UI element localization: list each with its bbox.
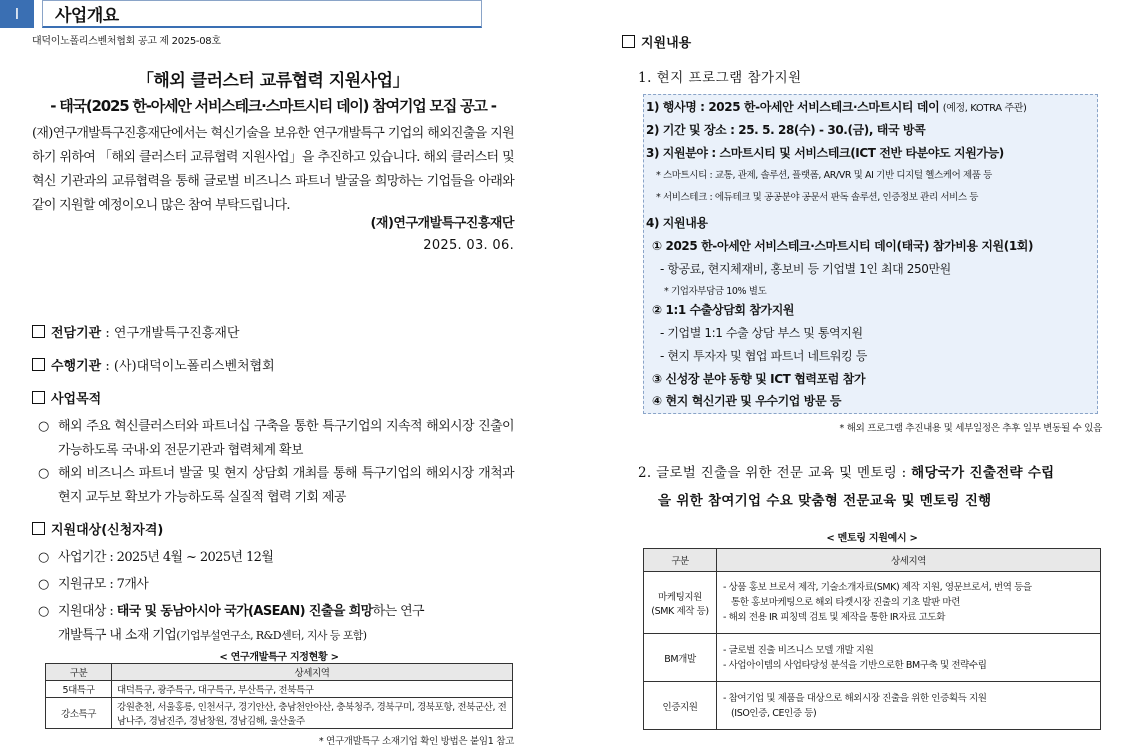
table-header-cell: 구분 <box>644 549 717 572</box>
circle-bullet-icon: ○ <box>38 419 49 434</box>
page-subtitle: - 태국(2025 한-아세안 서비스테크·스마트시티 데이) 참여기업 모집 공고 - <box>50 97 496 115</box>
program-info-box <box>643 94 1098 414</box>
circle-bullet-icon: ○ <box>38 577 49 592</box>
support-sub-2-detail: - 현지 투자자 및 협업 파트너 네트워킹 등 <box>660 349 867 363</box>
table-cell: 강원춘천, 서울홍릉, 인천서구, 경기안산, 충남천안아산, 충북청주, 경북구미, 경북포항, 전북군산, 전남나주, 경남진주, 경남창원, 경남김해, 울산울주 <box>112 698 513 729</box>
servicetech-note: * 서비스테크 : 에듀테크 및 공공분야 공문서 판독 솔루션, 인증정보 관리 서비스 등 <box>656 192 979 203</box>
table-row <box>644 682 1101 730</box>
checkbox-square-icon <box>32 522 45 535</box>
support-field-line: 3) 지원분야 : 스마트시티 및 서비스테크(ICT 전반 타분야도 지원가능) <box>646 146 1004 160</box>
mentor-table-caption: < 멘토링 지원예시 > <box>826 533 918 544</box>
checkbox-square-icon <box>32 358 45 371</box>
table-cell: 마케팅지원 (SMK 제작 등) <box>644 572 717 634</box>
notice-date: 2025. 03. 06. <box>423 238 514 253</box>
purpose-bullet: ○ 해외 비즈니스 파트너 발굴 및 현지 상담회 개최를 통해 특구기업의 해외시장 개척과 현지 교두보 확보가 가능하도록 실질적 협력 기회 제공 <box>38 462 514 510</box>
support-sub-1: ① 2025 한-아세안 서비스테크·스마트시티 데이(태국) 참가비용 지원(1회) <box>652 239 1034 253</box>
table-row <box>644 634 1101 682</box>
support-sub-1-note: * 기업자부담금 10% 별도 <box>664 286 767 297</box>
support-heading: 지원내용 <box>622 32 691 51</box>
table-row <box>644 572 1101 634</box>
checkbox-square-icon <box>32 325 45 338</box>
zone-table-caption: < 연구개발특구 지정현황 > <box>219 652 339 663</box>
support-content-line: 4) 지원내용 <box>646 216 708 230</box>
checkbox-square-icon <box>622 35 635 48</box>
table-cell: - 참여기업 및 제품을 대상으로 해외시장 진출을 위한 인증획득 지원 (ISO인증, CE인증 등) <box>717 682 1101 730</box>
table-header-row <box>644 549 1101 572</box>
zone-table <box>45 663 513 729</box>
table-header-cell: 구분 <box>46 664 112 681</box>
section-number: Ⅰ <box>0 0 34 28</box>
event-name-line: 1) 행사명 : 2025 한-아세안 서비스테크·스마트시티 데이 (예정, KOTRA 주관) <box>646 100 1027 114</box>
table-cell: 대덕특구, 광주특구, 대구특구, 부산특구, 전북특구 <box>112 681 513 698</box>
checkbox-square-icon <box>32 391 45 404</box>
support-sub-3: ③ 신성장 분야 동향 및 ICT 협력포럼 참가 <box>652 372 866 386</box>
executor-row: 수행기관 : (사)대덕이노폴리스벤처협회 <box>32 355 275 374</box>
eligibility-row: ○ 지원대상 : 태국 및 동남아시아 국가(ASEAN) 진출을 희망하는 연구 개발특구 내 소재 기업(기업부설연구소, R&D센터, 지사 등 포함) <box>38 600 514 648</box>
support-sub-2: ② 1:1 수출상담회 참가지원 <box>652 303 795 317</box>
table-cell: - 글로벌 진출 비즈니스 모델 개발 지원 - 사업아이템의 사업타당성 분석을 기반으로한 BM구축 및 전략수립 <box>717 634 1101 682</box>
purpose-bullet: ○ 해외 주요 혁신클러스터와 파트너십 구축을 통한 특구기업의 지속적 해외시장 진출이 가능하도록 국내·외 전문기관과 협력체계 확보 <box>38 415 514 463</box>
table-header-row <box>46 664 513 681</box>
agency-row: 전담기관 : 연구개발특구진흥재단 <box>32 322 239 341</box>
section-title: 사업개요 <box>42 0 482 28</box>
purpose-heading: 사업목적 <box>32 388 101 407</box>
table-cell: BM개발 <box>644 634 717 682</box>
table-cell: 강소특구 <box>46 698 112 729</box>
target-heading: 지원대상(신청자격) <box>32 519 163 538</box>
table-row <box>46 681 513 698</box>
table-header-cell: 상세지역 <box>112 664 513 681</box>
period-row: ○ 사업기간 : 2025년 4월 ~ 2025년 12월 <box>38 546 514 570</box>
table-row <box>46 698 513 729</box>
circle-bullet-icon: ○ <box>38 466 49 481</box>
program-note: * 해외 프로그램 추진내용 및 세부일정은 추후 일부 변동될 수 있음 <box>839 423 1102 434</box>
support-sub-4: ④ 현지 혁신기관 및 우수기업 방문 등 <box>652 394 842 408</box>
circle-bullet-icon: ○ <box>38 604 49 619</box>
table-header-cell: 상세지역 <box>717 549 1101 572</box>
table-cell: 인증지원 <box>644 682 717 730</box>
circle-bullet-icon: ○ <box>38 550 49 565</box>
issuing-organization: (재)연구개발특구진흥재단 <box>370 216 514 231</box>
support-sub-2-detail: - 기업별 1:1 수출 상담 부스 및 통역지원 <box>660 326 863 340</box>
notice-number: 대덕이노폴리스벤처협회 공고 제 2025-08호 <box>32 36 221 47</box>
table-cell: 5대특구 <box>46 681 112 698</box>
mentor-table <box>643 548 1101 730</box>
section-header <box>0 0 482 28</box>
table-cell: - 상품 홍보 브로셔 제작, 기술소개자료(SMK) 제작 지원, 영문브로셔, 번역 등을 통한 홍보마케팅으로 해외 타켓시장 진출의 기초 발판 마련 - 해외 전용 IR 피칭덱 검토 및 제작을 통한 IR자료 고도화 <box>717 572 1101 634</box>
smartcity-note: * 스마트시티 : 교통, 관제, 솔루션, 플랫폼, AR/VR 및 AI 기반 디지털 헬스케어 제품 등 <box>656 170 992 181</box>
scale-row: ○ 지원규모 : 7개사 <box>38 573 514 597</box>
page-title: 「해외 클러스터 교류협력 지원사업」 <box>136 71 410 91</box>
support-item-2: 2. 글로벌 진출을 위한 전문 교육 및 멘토링 : 해당국가 진출전략 수립 을 위한 참여기업 수요 맞춤형 전문교육 및 멘토링 진행 <box>638 465 1055 509</box>
intro-paragraph: (재)연구개발특구진흥재단에서는 혁신기술을 보유한 연구개발특구 기업의 해외진출을 지원하기 위하여 「해외 클러스터 교류협력 지원사업」을 추진하고 있습니다. 해외 클러스터 및 혁신 기관과의 교류협력을 통해 글로벌 비즈니스 파트너 발굴을 희망하는 기업들을 아래와 같이 지원할 예정이오니 많은 참여 부탁드립니다. <box>32 126 514 213</box>
zone-table-note: * 연구개발특구 소재기업 확인 방법은 붙임1 참고 <box>318 736 514 747</box>
period-place-line: 2) 기간 및 장소 : 25. 5. 28(수) - 30.(금), 태국 방콕 <box>646 123 926 137</box>
support-sub-1-detail: - 항공료, 현지체재비, 홍보비 등 기업별 1인 최대 250만원 <box>660 262 951 276</box>
support-item-1: 1. 현지 프로그램 참가지원 <box>638 70 802 86</box>
